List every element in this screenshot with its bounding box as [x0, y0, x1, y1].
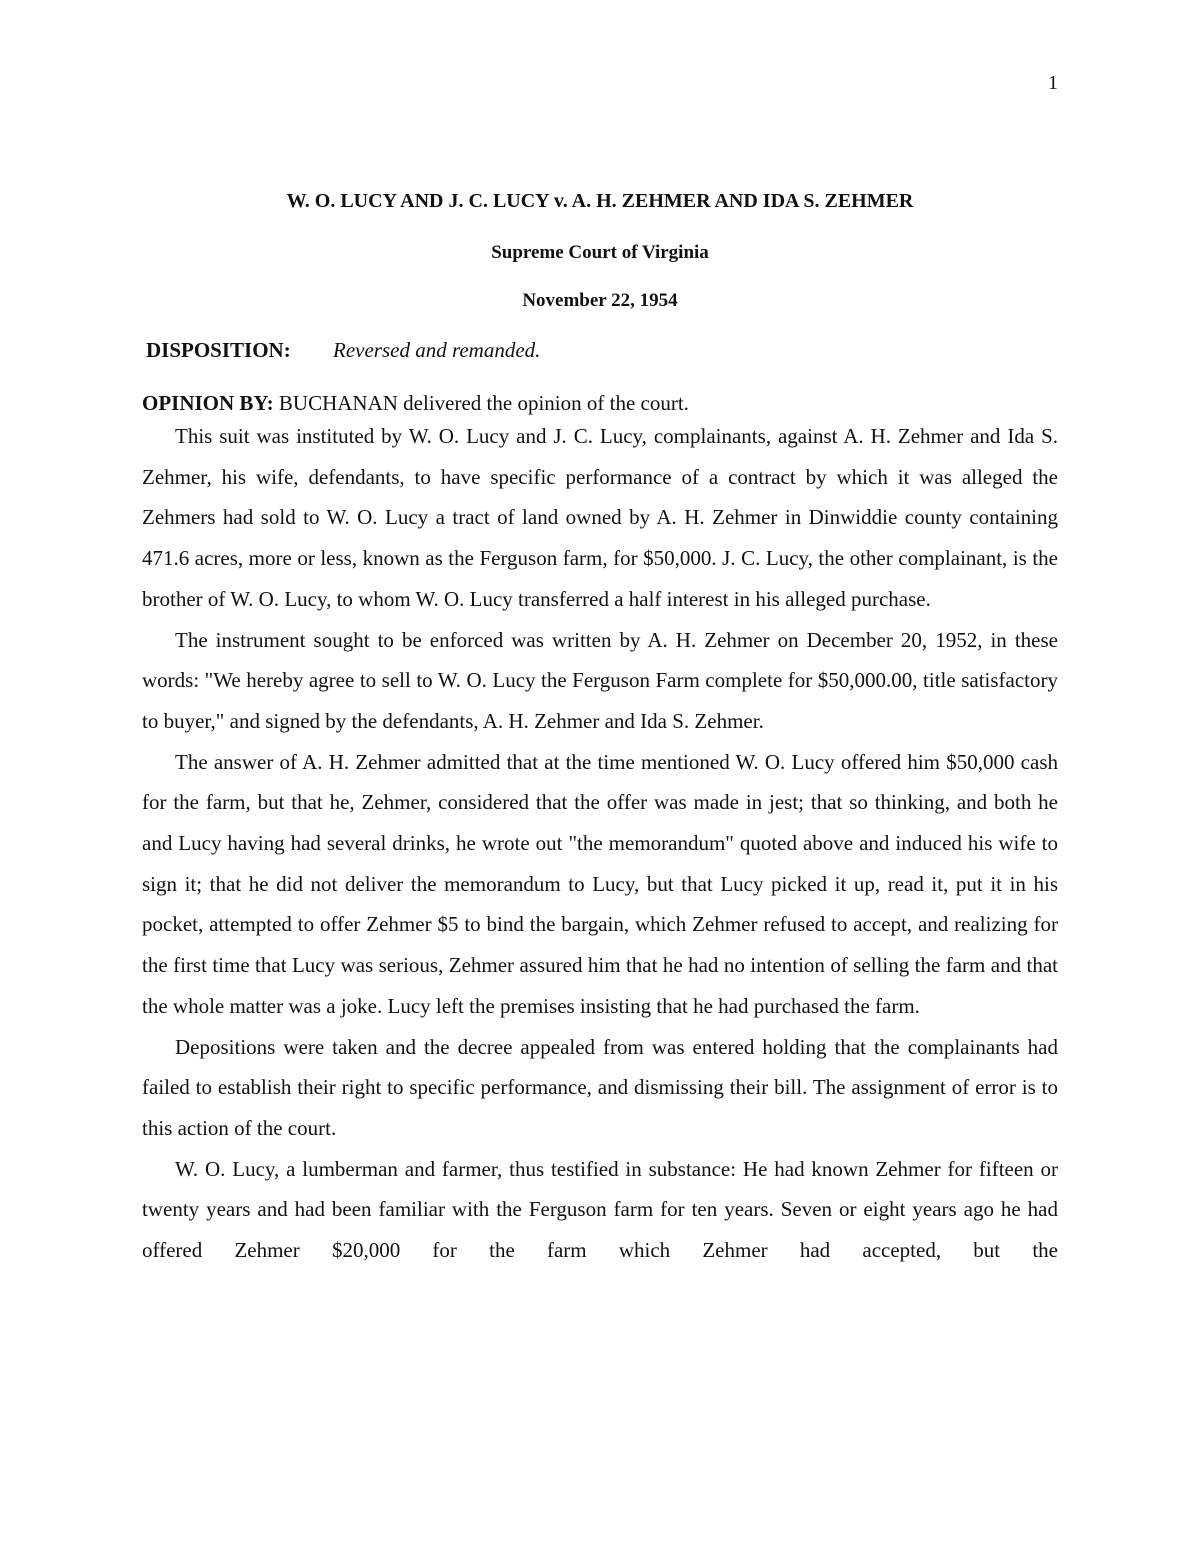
- disposition: [146, 338, 540, 363]
- disposition-value: Reversed and remanded.: [333, 338, 541, 362]
- case-title: W. O. LUCY AND J. C. LUCY v. A. H. ZEHMER AND IDA S. ZEHMER: [286, 190, 914, 212]
- disposition-label: DISPOSITION:: [146, 338, 291, 362]
- opinion-by-value: BUCHANAN delivered the opinion of the court.: [273, 391, 689, 415]
- page-number: 1: [1048, 72, 1058, 94]
- opinion-body: [142, 416, 1058, 1271]
- paragraph: Depositions were taken and the decree appealed from was entered holding that the complainants had failed to establish their right to specific performance, and dismissing their bill. The assignment of error is to this action of the court.: [142, 1034, 1058, 1140]
- paragraph: The answer of A. H. Zehmer admitted that at the time mentioned W. O. Lucy offered him $50,000 cash for the farm, but that he, Zehmer, considered that the offer was made in jest; that so thinking, and both he and Lucy having had several drinks, he wrote out "the memorandum" quoted above and induced his wife to sign it; that he did not deliver the memorandum to Lucy, but that Lucy picked it up, read it, put it in his pocket, attempted to offer Zehmer $5 to bind the bargain, which Zehmer refused to accept, and realizing for the first time that Lucy was serious, Zehmer assured him that he had no intention of selling the farm and that the whole matter was a joke. Lucy left the premises insisting that he had purchased the farm.: [142, 749, 1058, 1018]
- paragraph: W. O. Lucy, a lumberman and farmer, thus testified in substance: He had known Zehmer for fifteen or twenty years and had been familiar with the Ferguson farm for ten years. Seven or eight years ago he had offered Zehmer $20,000 for the farm which Zehmer had accepted, but the: [142, 1156, 1058, 1263]
- opinion-by: [142, 391, 689, 416]
- paragraph: The instrument sought to be enforced was written by A. H. Zehmer on December 20, 1952, in these words: "We hereby agree to sell to W. O. Lucy the Ferguson Farm complete for $50,000.00, title satisfactory to buyer," and signed by the defendants, A. H. Zehmer and Ida S. Zehmer.: [142, 627, 1058, 733]
- court-name: Supreme Court of Virginia: [491, 242, 709, 263]
- decision-date: November 22, 1954: [522, 290, 678, 311]
- paragraph: This suit was instituted by W. O. Lucy and J. C. Lucy, complainants, against A. H. Zehmer and Ida S. Zehmer, his wife, defendants, to have specific performance of a contract by which it was alleged the Zehmers had sold to W. O. Lucy a tract of land owned by A. H. Zehmer in Dinwiddie county containing 471.6 acres, more or less, known as the Ferguson farm, for $50,000. J. C. Lucy, the other complainant, is the brother of W. O. Lucy, to whom W. O. Lucy transferred a half interest in his alleged purchase.: [142, 424, 1058, 611]
- opinion-by-label: OPINION BY:: [142, 391, 274, 415]
